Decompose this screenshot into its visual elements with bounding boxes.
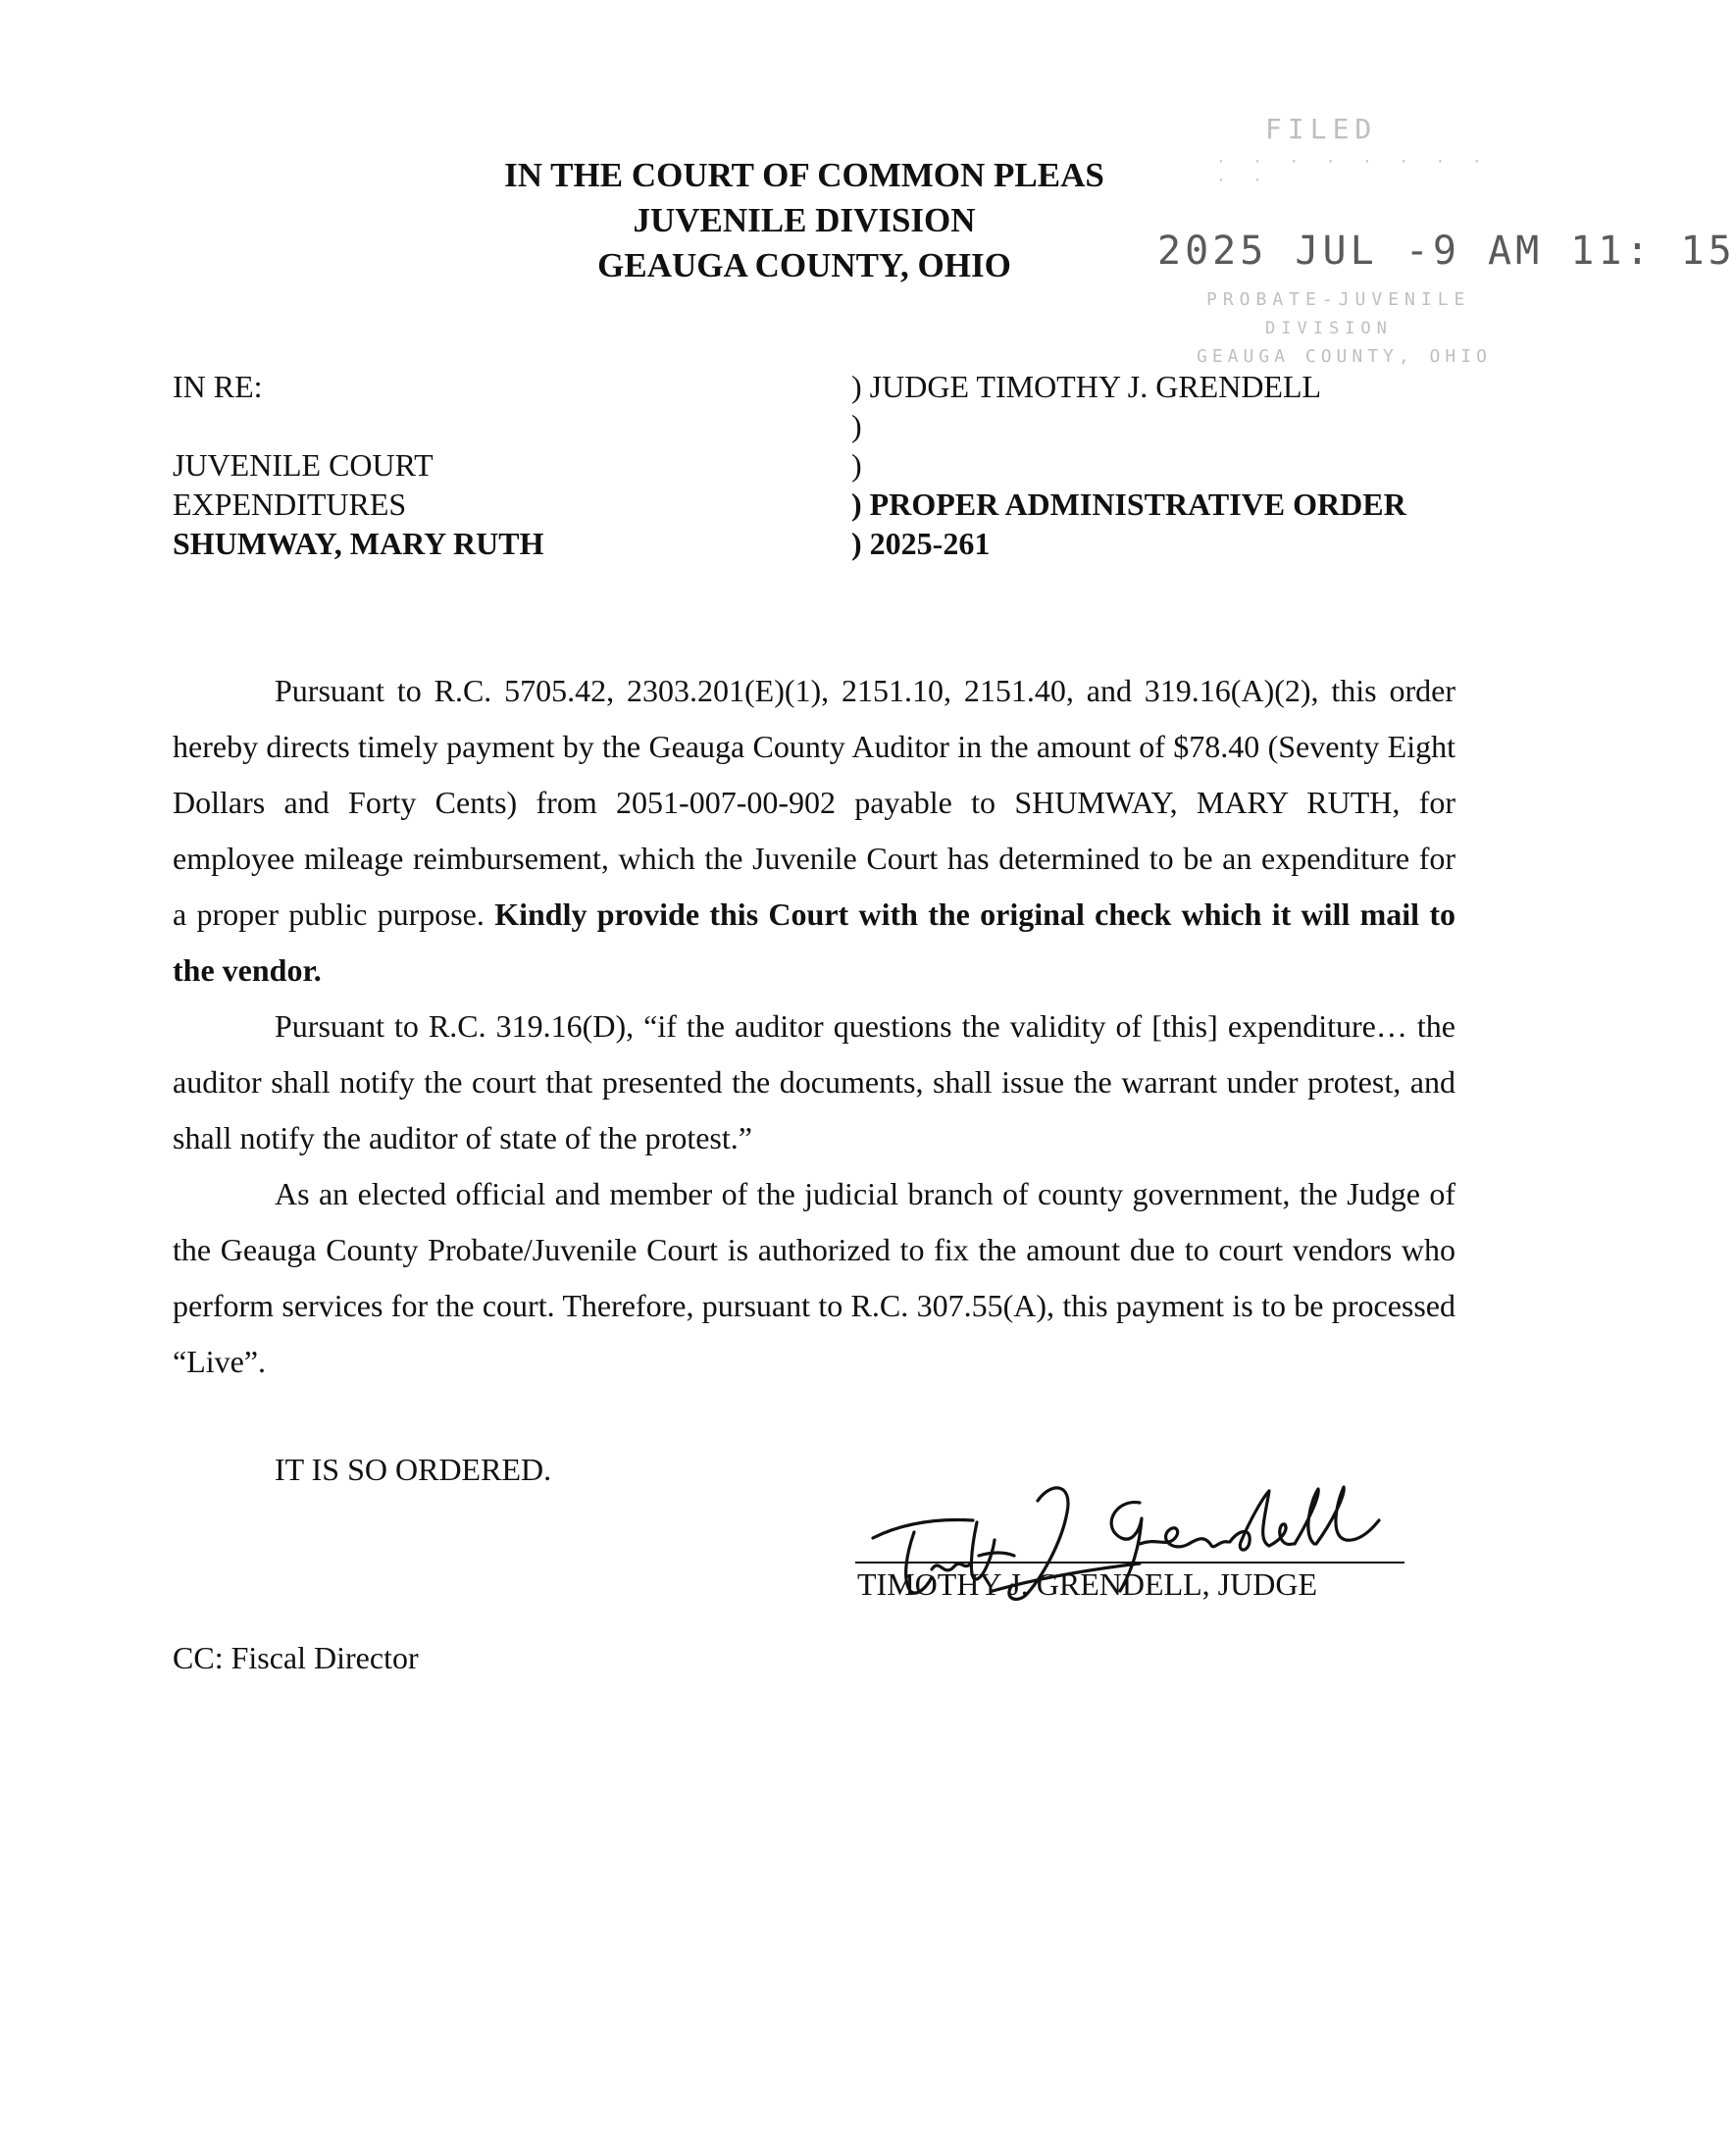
paragraph-1-bold: Kindly provide this Court with the original check which it will mail to the vendor. — [173, 897, 1456, 988]
payee-name: SHUMWAY, MARY RUTH — [173, 526, 544, 561]
cc-line: CC: Fiscal Director — [173, 1640, 419, 1675]
so-ordered: IT IS SO ORDERED. — [275, 1452, 552, 1487]
caption-paren-1: ) — [851, 408, 862, 443]
stamp-court: PROBATE-JUVENILE — [1206, 289, 1471, 310]
paragraph-2: Pursuant to R.C. 319.16(D), “if the auditor questions the validity of [this] expenditure… the auditor shall notify the court that presented the documents, shall issue the warrant under protest, and shall notify the auditor of state of the protest.” — [173, 1008, 1455, 1155]
stamp-filed: FILED — [1265, 113, 1378, 145]
order-number: ) 2025-261 — [851, 526, 991, 561]
signature-line — [855, 1562, 1404, 1563]
caption-paren-2: ) — [851, 447, 862, 483]
subject-line-2: EXPENDITURES — [173, 487, 407, 522]
court-header — [451, 153, 1157, 288]
in-re-label: IN RE: — [173, 369, 263, 404]
judge-name: TIMOTHY J. GRENDELL, JUDGE — [857, 1566, 1317, 1602]
stamp-dots: · · · · · · · · · · — [1216, 152, 1491, 189]
judge-line: ) JUDGE TIMOTHY J. GRENDELL — [851, 369, 1322, 404]
stamp-division: DIVISION — [1265, 319, 1393, 338]
case-caption-right — [851, 367, 1597, 563]
paragraph-1 — [173, 663, 1455, 999]
subject-line-1: JUVENILE COURT — [173, 447, 434, 483]
filed-stamp — [1157, 113, 1736, 397]
order-body — [173, 663, 1455, 1390]
court-name: IN THE COURT OF COMMON PLEAS — [504, 156, 1104, 194]
paragraph-3: As an elected official and member of the judicial branch of county government, the Judge of the Geauga County Probate/Juvenile Court is authorized to fix the amount due to court vendors who perform services for the court. Therefore, pursuant to R.C. 307.55(A), this payment is to be processed “Live”. — [173, 1176, 1455, 1379]
paragraph-1-text: Pursuant to R.C. 5705.42, 2303.201(E)(1), 2151.10, 2151.40, and 319.16(A)(2), this order hereby directs timely payment by the Geauga County Auditor in the amount of $78.40 (Seventy Eight Dollars and Forty Cents) from 2051-007-00-902 payable to SHUMWAY, MARY RUTH, for employee mileage reimbursement, which the Juvenile Court has determined to be an expenditure for a proper public purpose. — [173, 673, 1455, 932]
stamp-date: 2025 JUL -9 AM 11: 15 — [1157, 229, 1736, 274]
order-title: ) PROPER ADMINISTRATIVE ORDER — [851, 487, 1406, 522]
court-division: JUVENILE DIVISION — [633, 201, 976, 239]
court-county: GEAUGA COUNTY, OHIO — [597, 246, 1011, 284]
stamp-county: GEAUGA COUNTY, OHIO — [1197, 346, 1492, 367]
case-caption-left — [173, 367, 820, 563]
